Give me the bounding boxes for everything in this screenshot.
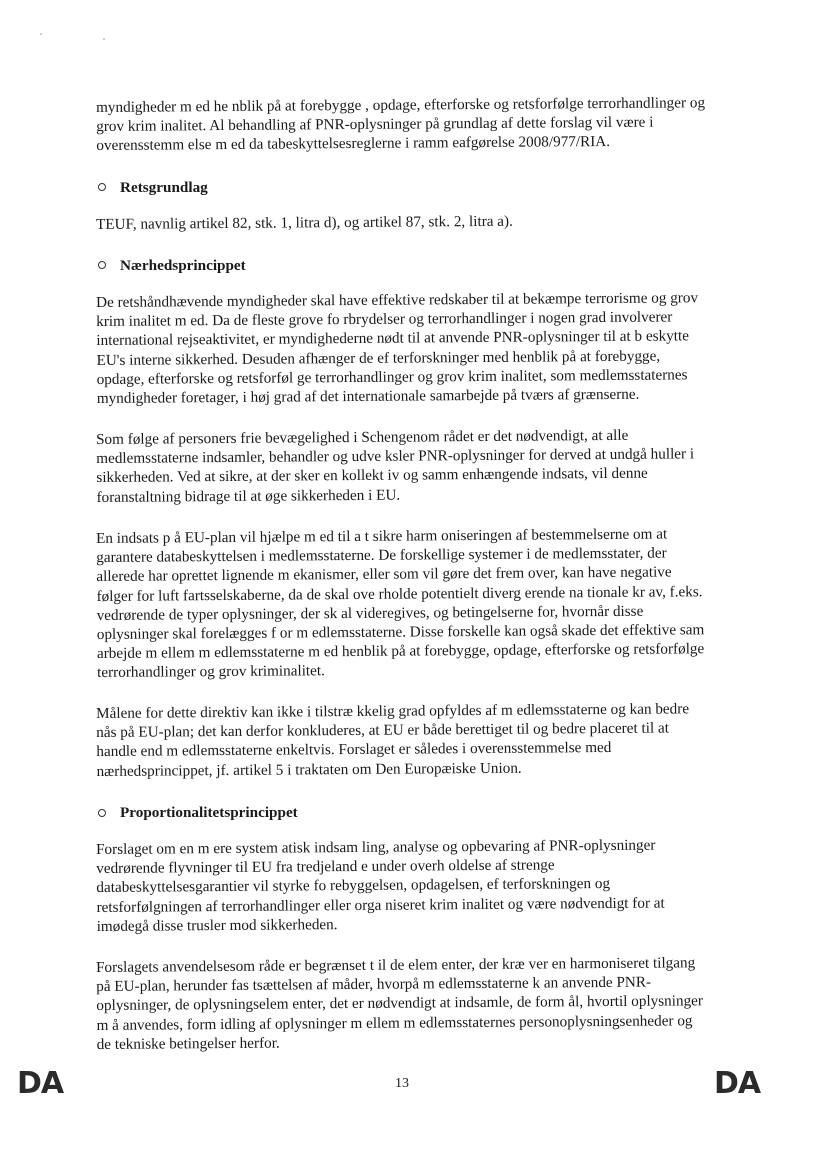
section-heading-naerhedsprincippet	[96, 256, 706, 275]
bullet-icon	[98, 261, 106, 269]
language-mark-right: DA	[714, 1066, 761, 1101]
intro-paragraph: myndigheder m ed he nblik på at forebygge , opdage, efterforske og retsforfølge terrorhandlinger og grov krim inalitet. Al behandling af PNR-oplysninger på grundlag af dette forslag vil være i overensstemm else m ed da tabeskyttelsesreglerne i ramm eafgørelse 2008/977/RIA.	[96, 94, 706, 155]
bullet-icon	[98, 183, 106, 191]
scan-artifact	[103, 38, 105, 40]
section-heading-label: Nærhedsprincippet	[120, 256, 246, 274]
paragraph: TEUF, navnlig artikel 82, stk. 1, litra d), og artikel 87, stk. 2, litra a).	[96, 212, 513, 233]
bullet-icon	[98, 809, 106, 817]
scan-artifact	[40, 33, 42, 35]
document-body	[96, 94, 706, 1076]
paragraph: De retshåndhævende myndigheder skal have effektive redskaber til at bekæmpe terrorisme og grov krim inalitet m ed. Da de fleste grove fo rbrydelser og terrorhandlinger i nogen grad involverer international rejseaktivitet, er myndighederne nødt til at anvende PNR-oplysninger til at b eskytte EU's interne sikkerhed. Desuden afhænger de ef terforskninger med henblik på at forebygge, opdage, efterforske og retsforføl ge terrorhandlinger og grov krim inalitet, som medlemsstaternes myndigheder foretager, i høj grad af det internationale samarbejde på tværs af grænserne.	[96, 289, 699, 407]
section-heading-label: Proportionalitetsprincippet	[120, 804, 298, 822]
section-heading-proportionalitetsprincippet	[96, 803, 706, 822]
page-number: 13	[395, 1076, 409, 1091]
paragraph: En indsats p å EU-plan vil hjælpe m ed til a t sikre harm oniseringen af bestemmelserne om at garantere databeskyttelsen i medlemsstaterne. De forskellige systemer i de medlemsstater, der allerede har oprettet lignende m ekanismer, eller som vil gøre det frem over, kan have negative følger for luft fartsselskaberne, da de skal ove rholde potentielt diverg erende na tionale kr av, f.eks. vedrørende de typer oplysninger, der sk al videregives, og betingelserne for, hvornår disse oplysninger skal forelægges f or m edlemsstaterne. Disse forskelle kan også skade det effektive sam arbejde m ellem m edlemsstaterne m ed henblik på at forebygge, opdage, efterforske og retsforfølge terrorhandlinger og grov kriminalitet.	[96, 525, 705, 682]
language-mark-left: DA	[17, 1066, 64, 1101]
paragraph: Forslaget om en m ere system atisk indsam ling, analyse og opbevaring af PNR-oplysninger vedrørende flyvninger til EU fra tredjeland e under overh oldelse af strenge databeskyttelsesgarantier vil styrke fo rebyggelsen, opdagelsen, ef terforskningen og retsforfølgningen af terrorhandlinger eller orga niseret krim inalitet og være nødvendigt for at imødegå disse trusler mod sikkerheden.	[96, 836, 665, 936]
paragraph: Forslagets anvendelsesom råde er begrænset t il de elem enter, der kræ ver en harmoniseret tilgang på EU-plan, herunder fas tsættelsen af måder, hvorpå m edlemsstaterne k an anvende PNR-oplysninger, de oplysningselem enter, det er nødvendigt at indsamle, de form ål, hvortil oplysninger m å anvendes, form idling af oplysninger m ellem m edlemsstaternes personoplysningsenheder og de tekniske betingelser herfor.	[96, 954, 704, 1054]
paragraph: Som følge af personers frie bevægelighed i Schengenom rådet er det nødvendigt, at alle medlemsstaterne indsamler, behandler og udve ksler PNR-oplysninger for derved at undgå huller i sikkerheden. Ved at sikre, at der sker en kollekt iv og samm enhængende indsats, vil denne foranstaltning bidrage til at øge sikkerheden i EU.	[96, 426, 695, 506]
section-heading-label: Retsgrundlag	[120, 178, 208, 196]
section-heading-retsgrundlag	[96, 178, 706, 197]
paragraph: Målene for dette direktiv kan ikke i tilstræ kkelig grad opfyldes af m edlemsstaterne og kan bedre nås på EU-plan; det kan derfor konkluderes, at EU er både berettiget til og bedre placeret til at handle end m edlemsstaterne enkeltvis. Forslaget er således i overensstemmelse med nærhedsprincippet, jf. artikel 5 i traktaten om Den Europæiske Union.	[96, 700, 690, 781]
